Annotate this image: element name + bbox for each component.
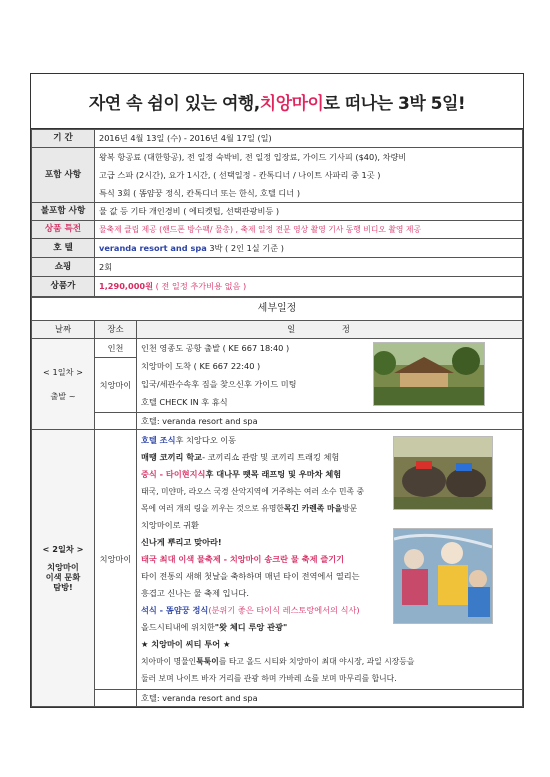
- day2-label-line: 치앙마이: [47, 561, 79, 572]
- day2-text: - 코끼리쇼 관람 및 코끼리 트래킹 체험: [202, 452, 340, 463]
- day1-row: [32, 339, 523, 413]
- day2-place: 치앙마이: [95, 430, 137, 690]
- day2-label-line: 탐방!: [53, 582, 73, 593]
- day2-text: 치아마이 명물인: [141, 656, 197, 666]
- hotel-label: 호 텔: [32, 239, 95, 258]
- day2-karen-village: 목긴 카렌족 마을: [283, 503, 343, 513]
- day1-place: 인천: [95, 339, 136, 358]
- day2-temple: "왓 체디 루앙 관광": [214, 622, 288, 633]
- price-row: [32, 277, 523, 297]
- page-title: [31, 74, 523, 129]
- included-label: 포함 사항: [32, 148, 95, 203]
- hotel-name: veranda resort and spa: [99, 242, 207, 253]
- day2-text: 타이 전통의 새해 첫날을 축하하며 매년 타이 전역에서 열리는: [141, 571, 360, 582]
- day2-text: 목에 여러 개의 링을 끼우는 것으로 유명한: [141, 503, 284, 513]
- excluded-label: 불포함 사항: [32, 203, 95, 221]
- day2-text: 흥겹고 신나는 물 축제 입니다.: [141, 588, 249, 599]
- day2-text: 를 타고 올드 시티와 치앙마이 최대 야시장, 과일 시장등을: [218, 656, 415, 666]
- tour-document: [30, 73, 524, 708]
- day2-tuktuk: 툭툭이: [196, 656, 219, 666]
- day2-lunch: 중식 - 타이현지식: [141, 469, 206, 480]
- day2-label: [32, 430, 95, 707]
- benefit-label: 상품 특전: [32, 221, 95, 239]
- included-row: [32, 148, 523, 203]
- day2-text: 후 치앙다오 이동: [175, 435, 237, 446]
- itinerary-title: 세부일정: [32, 298, 523, 321]
- day2-label-line: < 2일차 >: [42, 543, 84, 554]
- hotel-detail: 3박 ( 2인 1실 기준 ): [206, 242, 284, 253]
- itinerary-header: [32, 321, 523, 339]
- col-place-header: 장소: [95, 321, 137, 339]
- day1-hotel: 호텔: veranda resort and spa: [137, 413, 523, 430]
- shopping-row: [32, 258, 523, 277]
- excluded-row: [32, 203, 523, 221]
- included-line: 특식 3회 ( 똠얌꿍 정식, 칸톡디너 또는 한식, 호텔 디너 ): [99, 187, 301, 198]
- day2-hotel: 호텔: veranda resort and spa: [137, 690, 523, 707]
- day1-hotel-row: [32, 413, 523, 430]
- price-label: 상품가: [32, 277, 95, 297]
- day1-line: 호텔 CHECK IN 후 휴식: [141, 397, 228, 408]
- day2-text: 둘러 보며 나이트 바자 거리를 관광 하며 카바레 쇼를 보며 마무리를 합니다.: [141, 673, 397, 683]
- hotel-row: [32, 239, 523, 258]
- title-text-2: 로 떠나는 3박 5일!: [323, 93, 466, 114]
- col-schedule-header: 일 정: [137, 321, 523, 339]
- day1-label-line: 출발 ~: [50, 391, 76, 401]
- day2-elephant-school: 매땡 코끼리 학교: [141, 452, 203, 463]
- shopping-label: 쇼핑: [32, 258, 95, 277]
- period-value: 2016년 4월 13일 (수) - 2016년 4월 17일 (일): [95, 130, 523, 148]
- excluded-value: 물 값 등 기타 개인경비 ( 에티켓팁, 선택관광비등 ): [95, 203, 523, 221]
- title-text-1: 자연 속 쉼이 있는 여행,: [88, 93, 260, 114]
- day2-text: (분위기 좋은 타이식 레스토랑에서의 식사): [208, 605, 360, 616]
- day2-city-tour-title: ★ 치앙마이 씨티 투어 ★: [141, 639, 231, 650]
- price-value: 1,290,000원: [99, 281, 154, 292]
- period-row: [32, 130, 523, 148]
- day1-label-line: < 1일차 >: [43, 366, 83, 377]
- info-table: [31, 129, 523, 297]
- day1-label: [32, 339, 95, 430]
- day1-place: 치앙마이: [99, 380, 132, 390]
- day2-row: [32, 430, 523, 690]
- day2-dinner: 석식 - 똠얌꿍 정식: [141, 605, 209, 616]
- day1-places: [95, 339, 137, 413]
- resort-photo: [373, 342, 485, 406]
- day1-schedule: [137, 339, 523, 413]
- day2-text: 올드시티내에 위치한: [141, 622, 215, 633]
- col-day-header: 날짜: [32, 321, 95, 339]
- day2-hotel-row: [32, 690, 523, 707]
- day2-breakfast: 호텔 조식: [141, 435, 176, 446]
- day1-line: 입국/세관수속후 짐을 찾으신후 가이드 미팅: [141, 379, 297, 390]
- benefit-value: 물축제 클립 제공 (핸드폰 방수팩/ 물총) , 축제 일정 전문 영상 촬영 기사 동행 비디오 촬영 제공: [95, 221, 523, 239]
- included-line: 왕복 항공료 (대한항공), 전 일정 숙박비, 전 일정 입장료, 가이드 기사피 ($40), 차량비: [99, 151, 407, 162]
- day1-line: 인천 영종도 공항 출발 ( KE 667 18:40 ): [141, 343, 290, 354]
- day2-festival-title: 태국 최대 이색 물축제 - 치앙마이 송크란 물 축제 즐기기: [141, 554, 345, 565]
- day2-label-line: 이색 문화: [45, 572, 81, 582]
- day2-text: 방문: [342, 503, 358, 513]
- price-note: ( 전 일정 추가비용 없음 ): [153, 281, 247, 292]
- day1-line: 치앙마이 도착 ( KE 667 22:40 ): [141, 361, 261, 372]
- itinerary-table: [31, 297, 523, 707]
- day2-tagline: 신나게 뿌리고 맞아라!: [141, 537, 222, 548]
- water-festival-photo: [393, 528, 493, 624]
- included-line: 고급 스파 (2시간), 요가 1시간, ( 선택일정 - 칸톡디너 / 나이트 사파리 중 1곳 ): [99, 169, 381, 180]
- benefit-row: [32, 221, 523, 239]
- day2-text: 후 대나무 뗏목 래프팅 및 우마차 체험: [205, 469, 342, 480]
- day2-text: 태국, 미얀마, 라오스 국경 산악지역에 거주하는 여러 소수 민족 중: [141, 486, 365, 496]
- period-label: 기 간: [32, 130, 95, 148]
- elephant-trekking-photo: [393, 436, 493, 510]
- title-highlight: 치앙마이: [259, 93, 324, 114]
- day2-schedule: [137, 430, 523, 690]
- day2-text: 치앙마이로 귀환: [141, 520, 199, 531]
- shopping-value: 2회: [95, 258, 523, 277]
